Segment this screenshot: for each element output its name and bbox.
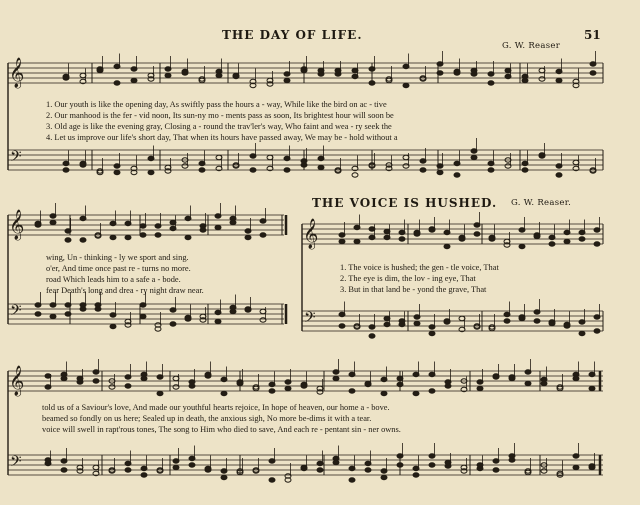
note-head — [564, 324, 570, 328]
note-head — [541, 381, 547, 385]
note-head — [573, 160, 579, 164]
note-head — [349, 478, 355, 482]
note-head — [140, 314, 146, 318]
note-head — [93, 370, 99, 374]
note-head — [493, 468, 499, 472]
note-head — [333, 370, 339, 374]
note-head — [114, 81, 120, 85]
note-head — [65, 312, 71, 316]
note-head — [45, 458, 51, 462]
note-head — [594, 329, 600, 333]
note-head — [260, 309, 266, 313]
note-head — [199, 161, 205, 165]
note-head — [522, 161, 528, 165]
note-head — [519, 244, 525, 248]
page-number: 51 — [584, 28, 601, 42]
note-head — [301, 465, 307, 469]
note-head — [444, 244, 450, 248]
note-head — [413, 372, 419, 376]
note-head — [539, 153, 545, 157]
note-head — [65, 238, 71, 242]
note-head — [369, 227, 375, 231]
note-head — [125, 384, 131, 388]
note-head — [349, 372, 355, 376]
note-head — [488, 161, 494, 165]
note-head — [429, 463, 435, 467]
song2-verse-line: 2. The eye is dim, the lov - ing eye, That — [340, 274, 476, 283]
note-head — [125, 461, 131, 465]
note-head — [140, 233, 146, 237]
song2-cont-line: voice will swell in rapt'rous tones, The song to Him who died to save, And each re - pentant sin - ner owns. — [42, 425, 401, 434]
note-head — [189, 463, 195, 467]
note-head — [429, 325, 435, 329]
note-head — [77, 376, 83, 380]
note-head — [284, 78, 290, 82]
note-head — [564, 239, 570, 243]
note-head — [215, 214, 221, 218]
note-head — [573, 454, 579, 458]
note-head — [414, 315, 420, 319]
note-head — [110, 235, 116, 239]
note-head — [114, 164, 120, 168]
note-head — [354, 225, 360, 229]
note-head — [381, 391, 387, 395]
note-head — [519, 228, 525, 232]
song1-verse-line: 4. Let us improve our life's short day, That when its hours have passed away, We may be - hold without a — [46, 133, 398, 142]
note-head — [260, 318, 266, 322]
note-head — [534, 319, 540, 323]
note-head — [125, 235, 131, 239]
note-head — [437, 164, 443, 168]
note-head — [504, 312, 510, 316]
note-head — [384, 235, 390, 239]
note-head — [141, 376, 147, 380]
note-head — [333, 376, 339, 380]
note-head — [522, 168, 528, 172]
note-head — [140, 303, 146, 307]
song1-cont-line: fear Death's long and drea - ry night draw near. — [46, 286, 204, 295]
note-head — [352, 74, 358, 78]
song1-verse-line: 2. Our manhood is the fer - vid noon, Its sun-ny mo - ments pass as soon, Its brightest hour will soon be — [46, 111, 394, 120]
note-head — [397, 463, 403, 467]
song1-cont-line: road Which leads him to a safe a - bode. — [46, 275, 181, 284]
note-head — [318, 165, 324, 169]
note-head — [403, 83, 409, 87]
note-head — [260, 219, 266, 223]
note-head — [245, 307, 251, 311]
note-head — [125, 375, 131, 379]
note-head — [471, 155, 477, 159]
bass-clef: 𝄢 — [10, 148, 22, 169]
note-head — [541, 469, 547, 473]
note-head — [148, 156, 154, 160]
song2-cont-line: beamed so fondly on us here; Sealed up in death, the anxious sigh, No more be-dims it with a tear. — [42, 414, 372, 423]
note-head — [170, 226, 176, 230]
note-head — [590, 71, 596, 75]
note-head — [205, 468, 211, 472]
note-head — [170, 322, 176, 326]
note-head — [339, 312, 345, 316]
note-head — [399, 237, 405, 241]
note-head — [397, 376, 403, 380]
note-head — [95, 307, 101, 311]
note-head — [429, 372, 435, 376]
note-head — [556, 164, 562, 168]
note-head — [165, 73, 171, 77]
note-head — [250, 154, 256, 158]
note-head — [477, 463, 483, 467]
song1-composer: G. W. Reaser — [502, 41, 561, 51]
note-head — [93, 379, 99, 383]
note-head — [471, 149, 477, 153]
note-head — [384, 229, 390, 233]
note-head — [63, 161, 69, 165]
note-head — [488, 81, 494, 85]
note-head — [437, 62, 443, 66]
bass-clef: 𝄢 — [304, 309, 316, 330]
note-head — [318, 156, 324, 160]
note-head — [414, 232, 420, 236]
note-head — [80, 216, 86, 220]
note-head — [556, 78, 562, 82]
note-head — [589, 386, 595, 390]
note-head — [420, 159, 426, 163]
note-head — [230, 220, 236, 224]
note-head — [131, 78, 137, 82]
note-head — [301, 163, 307, 167]
note-head — [216, 73, 222, 77]
note-head — [594, 242, 600, 246]
note-head — [318, 68, 324, 72]
note-head — [403, 64, 409, 68]
note-head — [474, 223, 480, 227]
note-head — [365, 381, 371, 385]
note-head — [63, 168, 69, 172]
note-head — [444, 319, 450, 323]
note-head — [245, 235, 251, 239]
note-head — [509, 376, 515, 380]
note-head — [505, 68, 511, 72]
note-head — [429, 227, 435, 231]
note-head — [114, 170, 120, 174]
note-head — [301, 68, 307, 72]
note-head — [493, 374, 499, 378]
note-head — [125, 468, 131, 472]
note-head — [349, 466, 355, 470]
note-head — [109, 385, 115, 389]
song1-title: THE DAY OF LIFE. — [222, 28, 363, 42]
song2-verse-line: 3. But in that land be - yond the grave, That — [340, 285, 487, 294]
note-head — [420, 168, 426, 172]
note-head — [549, 242, 555, 246]
note-head — [369, 67, 375, 71]
note-head — [594, 228, 600, 232]
note-head — [369, 334, 375, 338]
note-head — [339, 239, 345, 243]
note-head — [165, 67, 171, 71]
note-head — [141, 466, 147, 470]
note-head — [349, 389, 355, 393]
note-head — [493, 459, 499, 463]
note-head — [445, 384, 451, 388]
note-head — [522, 78, 528, 82]
note-head — [173, 385, 179, 389]
treble-clef: 𝄞 — [9, 210, 25, 240]
note-head — [399, 319, 405, 323]
note-head — [505, 74, 511, 78]
note-head — [579, 320, 585, 324]
treble-clef: 𝄞 — [303, 219, 319, 249]
note-head — [200, 228, 206, 232]
note-head — [539, 77, 545, 81]
note-head — [157, 375, 163, 379]
note-head — [369, 81, 375, 85]
note-head — [80, 163, 86, 167]
note-head — [590, 62, 596, 66]
note-head — [437, 170, 443, 174]
note-head — [454, 71, 460, 75]
song1-verse-line: 1. Our youth is like the opening day, As swiftly pass the hours a - way, While like the bird on ac - tive — [46, 100, 387, 109]
note-head — [155, 224, 161, 228]
note-head — [97, 68, 103, 72]
note-head — [556, 69, 562, 73]
note-head — [437, 71, 443, 75]
note-head — [589, 372, 595, 376]
note-head — [471, 68, 477, 72]
note-head — [185, 235, 191, 239]
note-head — [61, 459, 67, 463]
note-head — [173, 459, 179, 463]
note-head — [381, 475, 387, 479]
note-head — [579, 331, 585, 335]
song2-title: THE VOICE IS HUSHED. — [312, 196, 498, 210]
note-head — [594, 315, 600, 319]
note-head — [199, 168, 205, 172]
note-head — [477, 386, 483, 390]
note-head — [215, 319, 221, 323]
note-head — [35, 303, 41, 307]
note-head — [333, 460, 339, 464]
note-head — [80, 307, 86, 311]
note-head — [267, 155, 273, 159]
note-head — [284, 72, 290, 76]
note-head — [335, 68, 341, 72]
note-head — [445, 460, 451, 464]
note-head — [125, 221, 131, 225]
note-head — [525, 370, 531, 374]
note-head — [579, 237, 585, 241]
note-head — [509, 458, 515, 462]
note-head — [35, 312, 41, 316]
note-head — [504, 319, 510, 323]
note-head — [233, 73, 239, 77]
note-head — [339, 324, 345, 328]
note-head — [215, 225, 221, 229]
note-head — [301, 384, 307, 388]
note-head — [110, 221, 116, 225]
note-head — [352, 68, 358, 72]
note-head — [216, 155, 222, 159]
note-head — [444, 230, 450, 234]
note-head — [477, 380, 483, 384]
note-head — [170, 220, 176, 224]
note-head — [429, 331, 435, 335]
note-head — [110, 313, 116, 317]
note-head — [63, 76, 69, 80]
note-head — [80, 238, 86, 242]
note-head — [505, 164, 511, 168]
note-head — [365, 468, 371, 472]
note-head — [141, 473, 147, 477]
note-head — [284, 156, 290, 160]
note-head — [399, 230, 405, 234]
note-head — [317, 461, 323, 465]
note-head — [269, 389, 275, 393]
note-head — [260, 233, 266, 237]
note-head — [110, 324, 116, 328]
note-head — [539, 68, 545, 72]
note-head — [114, 64, 120, 68]
note-head — [182, 164, 188, 168]
note-head — [397, 382, 403, 386]
note-head — [80, 73, 86, 77]
note-head — [454, 161, 460, 165]
song1-cont-line: wing, Un - thinking - ly we sport and sing. — [46, 253, 189, 262]
song2-cont-line: told us of a Saviour's love, And made our youthful hearts rejoice, In hope of heaven, our home a - bove. — [42, 403, 390, 412]
note-head — [317, 468, 323, 472]
note-head — [454, 173, 460, 177]
note-head — [182, 71, 188, 75]
note-head — [284, 168, 290, 172]
bass-clef: 𝄢 — [10, 453, 22, 474]
note-head — [354, 239, 360, 243]
note-head — [414, 321, 420, 325]
note-head — [245, 229, 251, 233]
note-head — [50, 303, 56, 307]
note-head — [131, 67, 137, 71]
note-head — [352, 173, 358, 177]
note-head — [365, 461, 371, 465]
note-head — [429, 389, 435, 393]
note-head — [573, 465, 579, 469]
note-head — [93, 465, 99, 469]
note-head — [189, 384, 195, 388]
note-head — [140, 224, 146, 228]
note-head — [384, 322, 390, 326]
song1-verse-line: 3. Old age is like the evening gray, Closing a - round the trav'ler's way, Who faint and wea - ry seek the — [46, 122, 392, 131]
treble-clef: 𝄞 — [9, 58, 25, 88]
note-head — [488, 72, 494, 76]
note-head — [155, 233, 161, 237]
note-head — [61, 468, 67, 472]
note-head — [381, 377, 387, 381]
note-head — [221, 475, 227, 479]
note-head — [215, 310, 221, 314]
note-head — [61, 376, 67, 380]
note-head — [185, 216, 191, 220]
note-head — [173, 465, 179, 469]
note-head — [381, 469, 387, 473]
note-head — [221, 469, 227, 473]
note-head — [285, 386, 291, 390]
bass-clef: 𝄢 — [10, 302, 22, 323]
note-head — [157, 391, 163, 395]
note-head — [384, 316, 390, 320]
note-head — [534, 234, 540, 238]
note-head — [459, 316, 465, 320]
note-head — [413, 473, 419, 477]
note-head — [230, 309, 236, 313]
note-head — [488, 168, 494, 172]
note-head — [369, 235, 375, 239]
note-head — [519, 316, 525, 320]
note-head — [369, 325, 375, 329]
note-head — [589, 465, 595, 469]
note-head — [50, 314, 56, 318]
note-head — [474, 232, 480, 236]
note-head — [173, 376, 179, 380]
note-head — [250, 168, 256, 172]
song2-composer: G. W. Reaser. — [511, 198, 572, 208]
note-head — [35, 223, 41, 227]
note-head — [269, 459, 275, 463]
note-head — [413, 466, 419, 470]
note-head — [50, 214, 56, 218]
note-head — [50, 220, 56, 224]
song1-cont-line: o'er, And time once past re - turns no more. — [46, 264, 191, 273]
note-head — [185, 317, 191, 321]
note-head — [45, 385, 51, 389]
note-head — [65, 303, 71, 307]
treble-clef: 𝄞 — [9, 366, 25, 396]
note-head — [564, 230, 570, 234]
note-head — [189, 456, 195, 460]
note-head — [65, 229, 71, 233]
note-head — [237, 381, 243, 385]
note-head — [205, 374, 211, 378]
note-head — [170, 308, 176, 312]
note-head — [221, 377, 227, 381]
note-head — [397, 454, 403, 458]
note-head — [534, 310, 540, 314]
note-head — [573, 376, 579, 380]
note-head — [556, 173, 562, 177]
note-head — [579, 230, 585, 234]
note-head — [413, 391, 419, 395]
song2-verse-line: 1. The voice is hushed; the gen - tle voice, That — [340, 263, 499, 272]
note-head — [269, 478, 275, 482]
note-head — [459, 237, 465, 241]
note-head — [489, 237, 495, 241]
note-head — [549, 235, 555, 239]
note-head — [45, 374, 51, 378]
note-head — [148, 170, 154, 174]
note-head — [403, 155, 409, 159]
note-head — [525, 381, 531, 385]
note-head — [549, 321, 555, 325]
note-head — [339, 233, 345, 237]
note-head — [269, 382, 275, 386]
note-head — [221, 391, 227, 395]
note-head — [429, 454, 435, 458]
note-head — [285, 380, 291, 384]
note-head — [403, 164, 409, 168]
